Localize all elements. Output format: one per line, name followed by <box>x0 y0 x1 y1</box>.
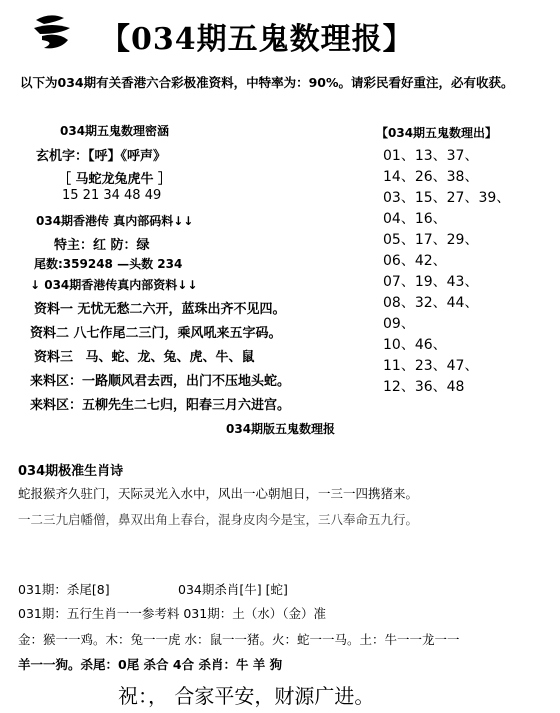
secret-title: 034期五鬼数理密涵 <box>60 124 170 138</box>
page-title: 【034期五鬼数理报】 <box>100 22 414 57</box>
laoliao1-label: 来料区： <box>30 374 83 389</box>
intro-text: 以下为034期有关香港六合彩极准资料，中特率为：90%。请彩民看好重注，必有收获。 <box>20 75 514 90</box>
xuanji-label: 玄机字： <box>36 149 89 164</box>
ziliao1-value: 无忧无愁二六开，蓝珠出齐不见四。 <box>77 302 286 317</box>
ziliao3-value: 马、蛇、龙、兔、虎、牛、鼠 <box>85 350 255 365</box>
edition-title: 034期版五鬼数理报 <box>226 422 336 436</box>
laoliao2-label: 来料区： <box>30 398 83 413</box>
wuxing-line: 031期：五行生肖一一参考料 031期：土（水）（金）准 <box>18 606 326 621</box>
list-item: 05、17、29、 <box>383 232 479 248</box>
list-item: 06、42、 <box>383 253 447 269</box>
logo-icon <box>30 12 74 52</box>
list-item: 14、26、38、 <box>383 169 479 185</box>
list-item: 12、36、48 <box>383 379 465 395</box>
ziliao2-label: 资料二 <box>30 326 70 341</box>
kill-zodiac: 034期杀肖[牛] [蛇] <box>178 582 288 597</box>
laoliao1-value: 一路顺风君去西，出门不压地头蛇。 <box>82 374 291 389</box>
hk-title: 034期香港传 真内部码料↓↓ <box>36 214 194 228</box>
poem-title: 034期极准生肖诗 <box>18 464 124 479</box>
list-item: 10、46、 <box>383 337 447 353</box>
list-item: 03、15、27、39、 <box>383 190 511 206</box>
list-item: 07、19、43、 <box>383 274 479 290</box>
ziliao1-label: 资料一 <box>34 302 74 317</box>
kill-summary-line: 羊一一狗。杀尾：0尾 杀合 4合 杀肖：牛 羊 狗 <box>18 657 283 672</box>
numbers-line: 15 21 34 48 49 <box>62 188 162 203</box>
element-pairs-line: 金：猴一一鸡。木：兔一一虎 水：鼠一一猪。火：蛇一一马。土：牛一一龙一一 <box>18 632 460 647</box>
laoliao2-value: 五柳先生二七归，阳春三月六进宫。 <box>82 398 291 413</box>
poem-line-2: 一二三九启幡僧，鼻双出角上春台，混身皮肉今是宝，三八奉命五九行。 <box>18 512 419 527</box>
list-item: 09、 <box>383 316 415 332</box>
number-list <box>383 146 510 398</box>
tema-line: 特主：红 防：绿 <box>54 238 150 253</box>
xuanji-value: 【呼】《呼声》 <box>88 149 167 164</box>
list-item: 11、23、47、 <box>383 358 479 374</box>
kill-tail: 031期：杀尾[8] <box>18 582 110 597</box>
zodiac-line: ［ 马蛇龙兔虎牛 ］ <box>58 172 172 187</box>
hk-title-2: ↓ 034期香港传真内部资料↓↓ <box>30 278 198 292</box>
poem-line-1: 蛇报猴齐久驻门，天际灵光入水中，风出一心朝旭日，一三一四携猪来。 <box>18 486 419 501</box>
list-item: 04、16、 <box>383 211 447 227</box>
wish-text: 祝：， 合家平安，财源广进。 <box>118 684 375 708</box>
weishu-line: 尾数:359248 —头数 234 <box>34 257 183 271</box>
right-title: 【034期五鬼数理出】 <box>376 126 498 140</box>
list-item: 08、32、44、 <box>383 295 479 311</box>
ziliao3-label: 资料三 <box>34 350 74 365</box>
list-item: 01、13、37、 <box>383 148 479 164</box>
ziliao2-value: 八七作尾二三门，乘风吼来五字码。 <box>73 326 282 341</box>
